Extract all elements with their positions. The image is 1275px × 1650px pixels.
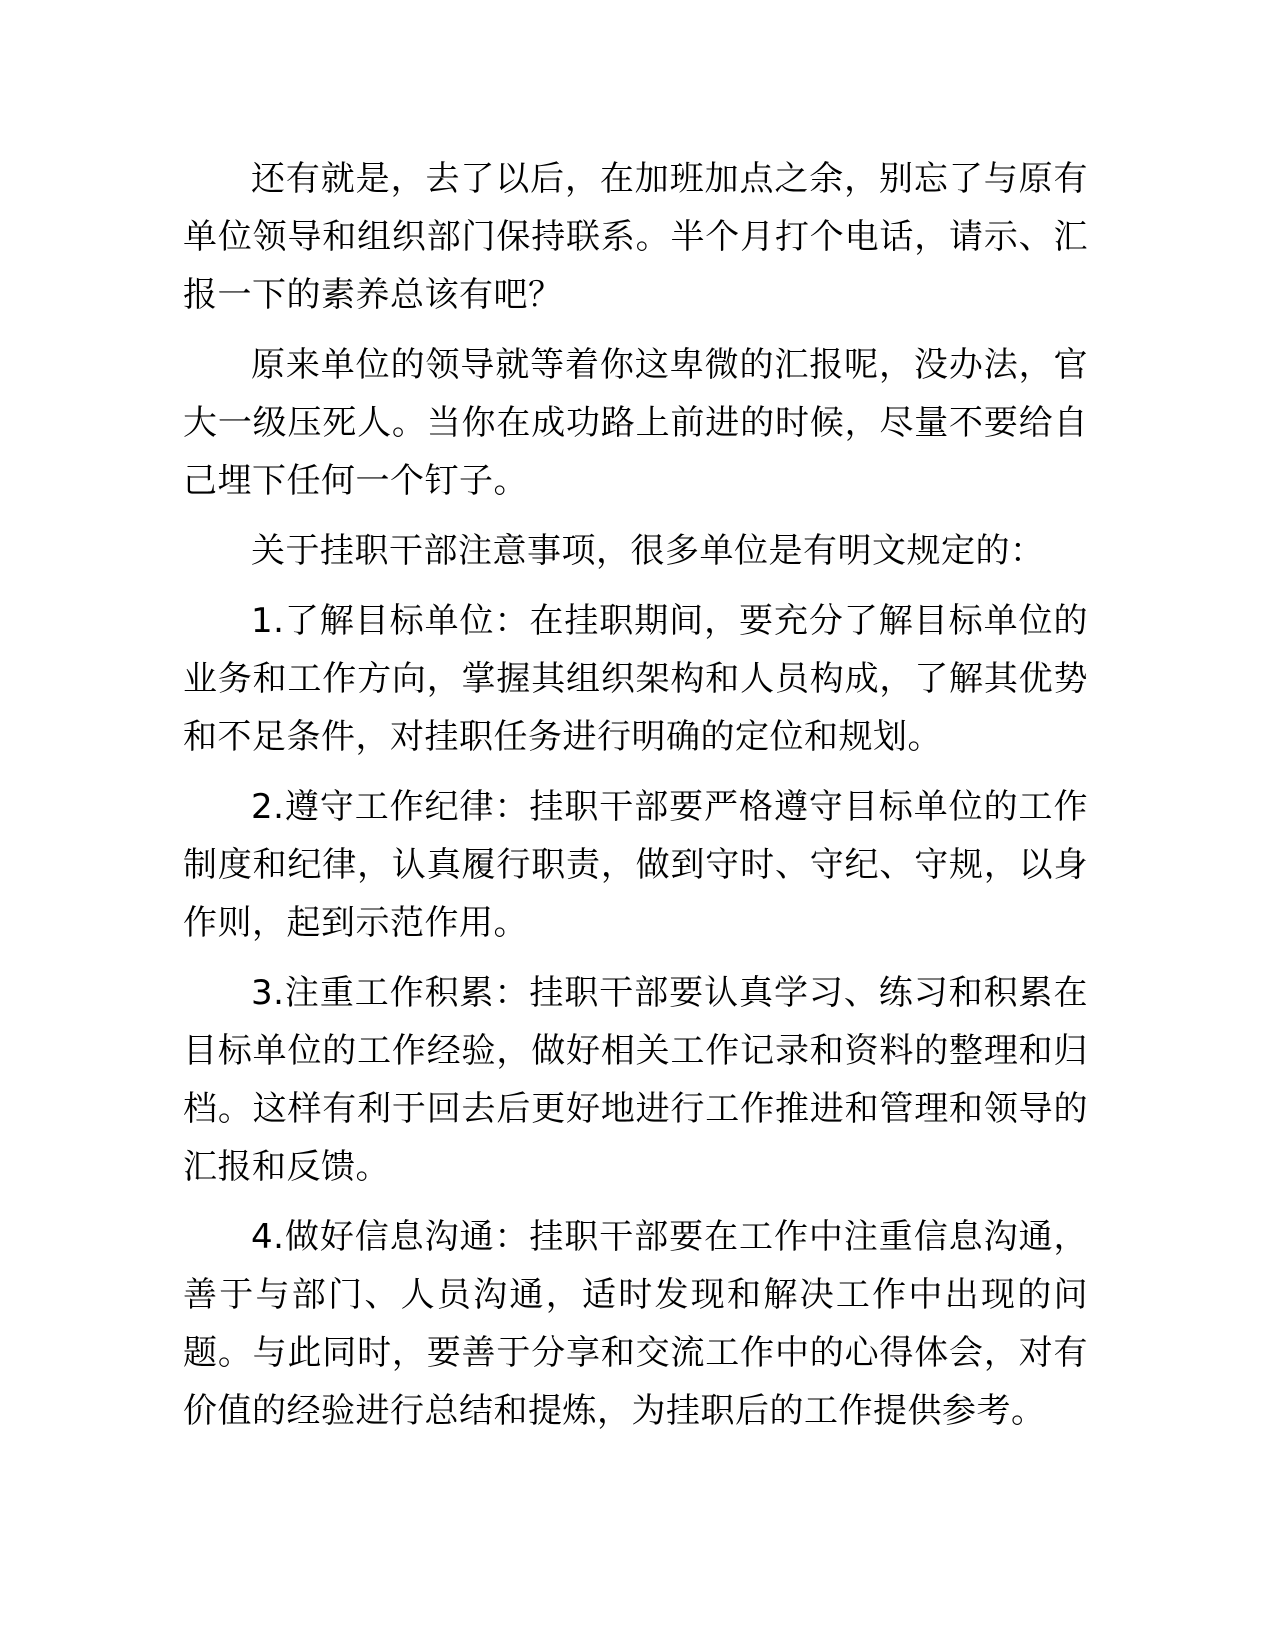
paragraph-item-3: 3.注重工作积累：挂职干部要认真学习、练习和积累在目标单位的工作经验，做好相关工作记录和资料的整理和归档。这样有利于回去后更好地进行工作推进和管理和领导的汇报和反馈。: [183, 973, 1088, 1187]
paragraph-original-leader: 原来单位的领导就等着你这卑微的汇报呢，没办法，官大一级压死人。当你在成功路上前进的时候，尽量不要给自己埋下任何一个钉子。: [183, 345, 1088, 501]
paragraph-item-4: 4.做好信息沟通：挂职干部要在工作中注重信息沟通，善于与部门、人员沟通，适时发现和解决工作中出现的问题。与此同时，要善于分享和交流工作中的心得体会，对有价值的经验进行总结和提炼，为挂职后的工作提供参考。: [183, 1217, 1088, 1431]
paragraph-item-1: 1.了解目标单位：在挂职期间，要充分了解目标单位的业务和工作方向，掌握其组织架构和人员构成，了解其优势和不足条件，对挂职任务进行明确的定位和规划。: [183, 601, 1088, 757]
document-page: [183, 150, 1088, 1452]
paragraph-rules-intro: 关于挂职干部注意事项，很多单位是有明文规定的：: [251, 531, 1045, 571]
paragraph-contact-original-unit: 还有就是，去了以后，在加班加点之余，别忘了与原有单位领导和组织部门保持联系。半个月打个电话，请示、汇报一下的素养总该有吧？: [183, 159, 1088, 315]
paragraph-item-2: 2.遵守工作纪律：挂职干部要严格遵守目标单位的工作制度和纪律，认真履行职责，做到守时、守纪、守规，以身作则，起到示范作用。: [183, 787, 1088, 943]
